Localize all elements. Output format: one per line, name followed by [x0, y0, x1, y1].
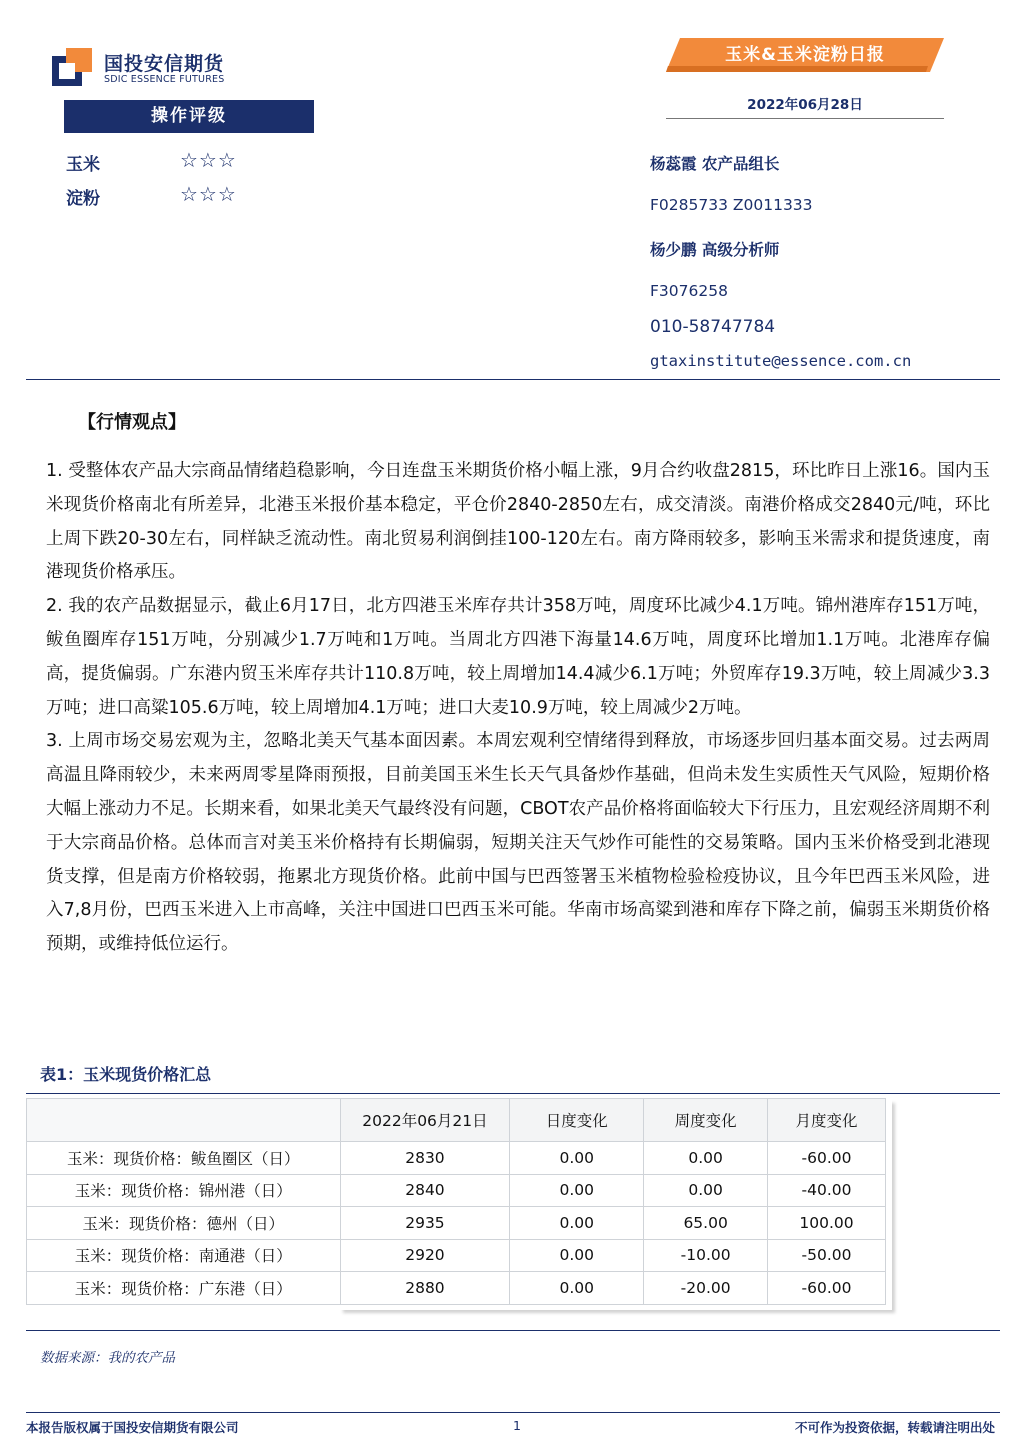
- table-title: 表1：玉米现货价格汇总: [40, 1065, 212, 1084]
- table-cell: 0.00: [510, 1174, 644, 1207]
- rating-header: 操作评级: [64, 100, 314, 133]
- table-divider: [26, 1093, 1000, 1094]
- table-cell: 0.00: [510, 1272, 644, 1305]
- paragraph: 1. 受整体农产品大宗商品情绪趋稳影响，今日连盘玉米期货价格小幅上涨，9月合约收盘2815，环比昨日上涨16。国内玉米现货价格南北有所差异，北港玉米报价基本稳定，平仓价2840-2850左右，成交清淡。南港价格成交2840元/吨，环比上周下跌20-30左右，同样缺乏流动性。南北贸易利润倒挂100-120左右。南方降雨较多，影响玉米需求和提货速度，南港现货价格承压。: [46, 461, 990, 583]
- table-cell: -20.00: [644, 1272, 768, 1305]
- table-row: [27, 1272, 886, 1305]
- star-rating-icon: ☆☆☆: [180, 182, 237, 206]
- market-view-body: [46, 455, 990, 962]
- star-rating-icon: ☆☆☆: [180, 148, 237, 172]
- spot-price-table: [26, 1098, 886, 1305]
- company-logo: [52, 44, 242, 90]
- contact-phone: 010-58747784: [650, 317, 776, 337]
- table-cell: 2830: [340, 1142, 510, 1175]
- paragraph: 2. 我的农产品数据显示，截止6月17日，北方四港玉米库存共计358万吨，周度环比减少4.1万吨。锦州港库存151万吨，鲅鱼圈库存151万吨，分别减少1.7万吨和1万吨。当周北方四港下海量14.6万吨，周度环比增加1.1万吨。北港库存偏高，提货偏弱。广东港内贸玉米库存共计110.8万吨，较上周增加14.4减少6.1万吨；外贸库存19.3万吨，较上周减少3.3万吨；进口高粱105.6万吨，较上周增加4.1万吨；进口大麦10.9万吨，较上周减少2万吨。: [46, 596, 990, 718]
- report-title-banner: [666, 38, 944, 72]
- table-cell: 玉米：现货价格：广东港（日）: [27, 1272, 341, 1305]
- table-cell: -10.00: [644, 1239, 768, 1272]
- column-header: [27, 1099, 341, 1142]
- contact-email[interactable]: gtaxinstitute@essence.com.cn: [650, 352, 912, 370]
- table-cell: 2935: [340, 1207, 510, 1240]
- table-cell: 玉米：现货价格：锦州港（日）: [27, 1174, 341, 1207]
- footer-copyright: 本报告版权属于国投安信期货有限公司: [26, 1420, 239, 1435]
- header-divider: [26, 379, 1000, 380]
- analyst-1-name: 杨蕊霞 农产品组长: [650, 155, 780, 173]
- rating-label: 淀粉: [66, 189, 100, 209]
- table-row: [27, 1207, 886, 1240]
- report-title: 玉米&玉米淀粉日报: [725, 45, 885, 65]
- analyst-1-license: F0285733 Z0011333: [650, 196, 813, 214]
- section-title-market-view: 【行情观点】: [78, 412, 186, 433]
- table-bottom-divider: [26, 1330, 1000, 1331]
- page-number: 1: [513, 1418, 521, 1433]
- table-cell: 玉米：现货价格：鲅鱼圈区（日）: [27, 1142, 341, 1175]
- table-cell: 2880: [340, 1272, 510, 1305]
- table-cell: 2840: [340, 1174, 510, 1207]
- date-divider: [666, 118, 944, 119]
- table-cell: 0.00: [510, 1207, 644, 1240]
- logo-name-en: SDIC ESSENCE FUTURES: [104, 74, 225, 85]
- table-cell: 100.00: [768, 1207, 886, 1240]
- table-cell: 玉米：现货价格：德州（日）: [27, 1207, 341, 1240]
- table-cell: 0.00: [644, 1174, 768, 1207]
- table-row: [27, 1239, 886, 1272]
- column-header: 日度变化: [510, 1099, 644, 1142]
- column-header: 2022年06月21日: [340, 1099, 510, 1142]
- table-row: [27, 1142, 886, 1175]
- rating-label: 玉米: [66, 155, 100, 175]
- analyst-2-name: 杨少鹏 高级分析师: [650, 241, 780, 259]
- table-cell: -50.00: [768, 1239, 886, 1272]
- logo-mark-icon: [52, 48, 92, 86]
- table-cell: 0.00: [510, 1142, 644, 1175]
- table-row: [27, 1174, 886, 1207]
- table-cell: -60.00: [768, 1142, 886, 1175]
- table-cell: 0.00: [510, 1239, 644, 1272]
- table-cell: -40.00: [768, 1174, 886, 1207]
- paragraph: 3. 上周市场交易宏观为主，忽略北美天气基本面因素。本周宏观利空情绪得到释放，市场逐步回归基本面交易。过去两周高温且降雨较少，未来两周零星降雨预报，目前美国玉米生长天气具备炒作基础，但尚未发生实质性天气风险，短期价格大幅上涨动力不足。长期来看，如果北美天气最终没有问题，CBOT农产品价格将面临较大下行压力，且宏观经济周期不利于大宗商品价格。总体而言对美玉米价格持有长期偏弱，短期关注天气炒作可能性的交易策略。国内玉米价格受到北港现货支撑，但是南方价格较弱，拖累北方现货价格。此前中国与巴西签署玉米植物检验检疫协议，且今年巴西玉米风险，进入7,8月份，巴西玉米进入上市高峰，关注中国进口巴西玉米可能。华南市场高粱到港和库存下降之前，偏弱玉米期货价格预期，或维持低位运行。: [46, 731, 990, 955]
- data-source: 数据来源：我的农产品: [40, 1350, 175, 1366]
- report-date: 2022年06月28日: [747, 97, 863, 113]
- table-header-row: [27, 1099, 886, 1142]
- table-cell: 2920: [340, 1239, 510, 1272]
- table-cell: 0.00: [644, 1142, 768, 1175]
- footer-disclaimer: 不可作为投资依据，转载请注明出处: [794, 1420, 995, 1435]
- analyst-2-license: F3076258: [650, 282, 728, 300]
- column-header: 月度变化: [768, 1099, 886, 1142]
- logo-name-cn: 国投安信期货: [104, 53, 225, 75]
- column-header: 周度变化: [644, 1099, 768, 1142]
- footer-divider: [26, 1412, 1000, 1413]
- table-cell: -60.00: [768, 1272, 886, 1305]
- table-cell: 65.00: [644, 1207, 768, 1240]
- table-cell: 玉米：现货价格：南通港（日）: [27, 1239, 341, 1272]
